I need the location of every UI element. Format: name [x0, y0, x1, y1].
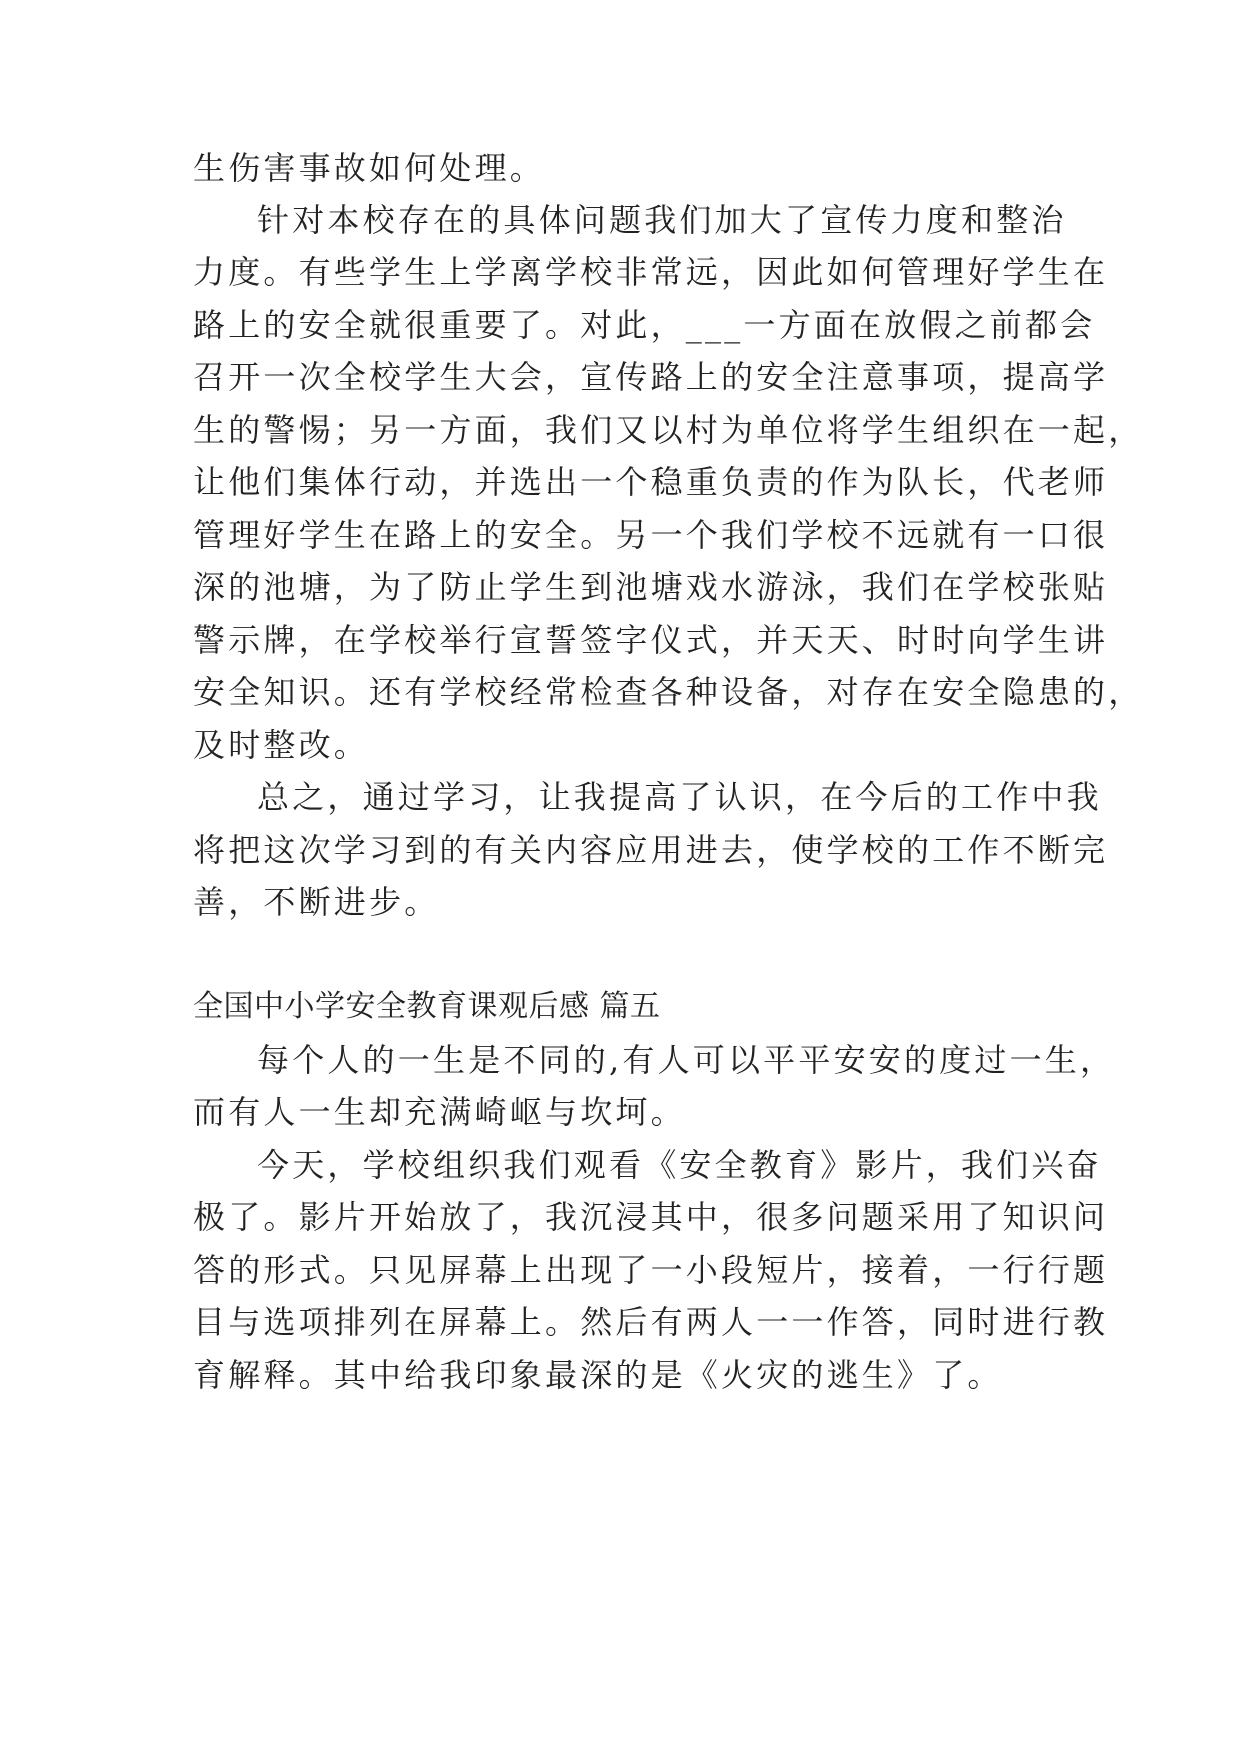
text-line: 答的形式。只见屏幕上出现了一小段短片，接着，一行行题 — [193, 1251, 1109, 1289]
text-line: 极了。影片开始放了，我沉浸其中，很多问题采用了知识问 — [193, 1198, 1109, 1236]
text-line: 安全知识。还有学校经常检查各种设备，对存在安全隐患的， — [193, 673, 1144, 711]
text-line: 而有人一生却充满崎岖与坎坷。 — [193, 1093, 686, 1131]
text-line: 召开一次全校学生大会，宣传路上的安全注意事项，提高学 — [193, 358, 1109, 396]
paragraph-first-line: 总之，通过学习，让我提高了认识，在今后的工作中我 — [257, 778, 1102, 816]
section-title: 全国中小学安全教育课观后感 篇五 — [193, 989, 661, 1024]
text-line: 深的池塘，为了防止学生到池塘戏水游泳，我们在学校张贴 — [193, 568, 1109, 606]
text-line: 路上的安全就很重要了。对此，___一方面在放假之前都会 — [193, 306, 1096, 344]
text-line: 生伤害事故如何处理。 — [193, 149, 546, 187]
text-line: 将把这次学习到的有关内容应用进去，使学校的工作不断完 — [193, 831, 1109, 869]
paragraph-first-line: 每个人的一生是不同的,有人可以平平安安的度过一生， — [257, 1041, 1116, 1079]
text-line: 目与选项排列在屏幕上。然后有两人一一作答，同时进行教 — [193, 1303, 1109, 1341]
text-line: 善，不断进步。 — [193, 883, 440, 921]
text-line: 管理好学生在路上的安全。另一个我们学校不远就有一口很 — [193, 516, 1109, 554]
text-line: 及时整改。 — [193, 726, 370, 764]
text-line: 让他们集体行动，并选出一个稳重负责的作为队长，代老师 — [193, 463, 1109, 501]
text-line: 生的警惕；另一方面，我们又以村为单位将学生组织在一起， — [193, 411, 1144, 449]
text-line: 育解释。其中给我印象最深的是《火灾的逃生》了。 — [193, 1356, 1003, 1394]
paragraph-first-line: 今天，学校组织我们观看《安全教育》影片，我们兴奋 — [257, 1146, 1102, 1184]
paragraph-first-line: 针对本校存在的具体问题我们加大了宣传力度和整治 — [257, 201, 1067, 239]
text-line: 警示牌，在学校举行宣誓签字仪式，并天天、时时向学生讲 — [193, 621, 1109, 659]
text-line: 力度。有些学生上学离学校非常远，因此如何管理好学生在 — [193, 253, 1109, 291]
